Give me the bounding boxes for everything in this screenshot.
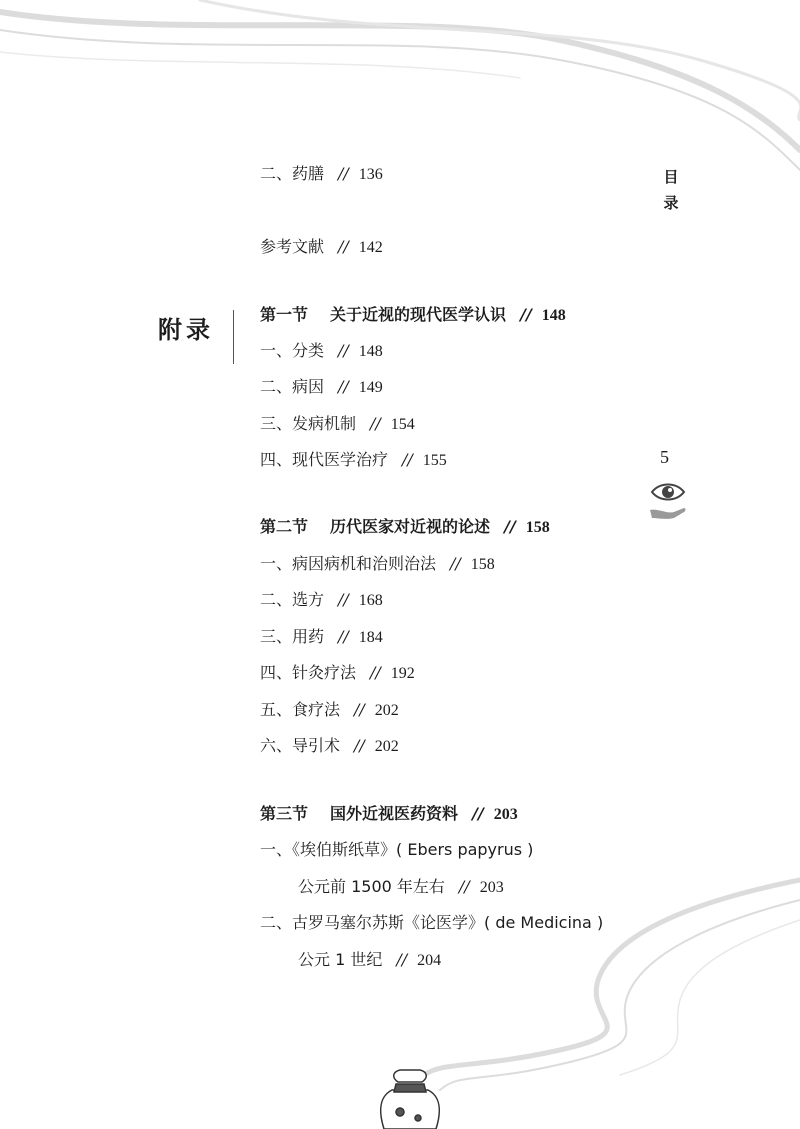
toc-entry-label: 五、食疗法 (260, 700, 341, 719)
toc-entry-page: 148 (358, 343, 383, 360)
toc-entry[interactable] (260, 736, 399, 757)
toc-entry-page: 202 (374, 702, 399, 719)
toc-entry-label: 三、用药 (260, 627, 325, 646)
toc-separator: // (450, 554, 461, 573)
toc-separator: // (338, 377, 349, 396)
toc-entry-label: 六、导引术 (260, 736, 341, 755)
section-title: 历代医家对近视的论述 (330, 517, 491, 536)
toc-entry-label: 三、发病机制 (260, 414, 357, 433)
side-title-char-1: 目 (663, 168, 679, 186)
section-title: 关于近视的现代医学认识 (330, 305, 507, 324)
section-number: 第二节 (260, 517, 309, 536)
toc-separator: // (504, 517, 516, 536)
toc-entry-label: 四、现代医学治疗 (260, 450, 389, 469)
toc-entry-subline[interactable] (298, 877, 504, 898)
toc-entry-page: 136 (358, 166, 383, 183)
toc-entry-label: 二、药膳 (260, 164, 325, 183)
vase-ornament (381, 1070, 440, 1129)
toc-separator: // (458, 877, 470, 896)
toc-separator: // (354, 736, 365, 755)
toc-entry-label: 二、古罗马塞尔苏斯《论医学》( de Medicina ) (260, 913, 604, 932)
eye-hand-icon (648, 478, 688, 522)
toc-entry[interactable] (260, 377, 383, 398)
toc-entry-page: 154 (390, 416, 415, 433)
toc-separator: // (370, 663, 381, 682)
toc-separator: // (520, 305, 532, 324)
section-page: 158 (525, 519, 550, 536)
toc-entry-page: 184 (358, 629, 383, 646)
toc-entry[interactable] (260, 164, 383, 185)
toc-separator: // (370, 414, 381, 433)
side-title-char-2: 录 (663, 194, 679, 212)
page-number: 5 (660, 447, 669, 467)
section-title: 国外近视医药资料 (330, 804, 459, 823)
toc-entry-label: 一、分类 (260, 341, 325, 360)
toc-entry[interactable] (260, 341, 383, 362)
toc-entry[interactable] (260, 627, 383, 648)
toc-entry-page: 168 (358, 592, 383, 609)
toc-separator: // (338, 341, 349, 360)
toc-entry[interactable] (260, 913, 603, 933)
toc-entry[interactable] (260, 450, 447, 471)
toc-entry-page: 202 (374, 738, 399, 755)
appendix-title: 附录 (158, 315, 214, 344)
toc-separator: // (402, 450, 413, 469)
section-heading[interactable] (260, 804, 518, 825)
toc-entry[interactable] (260, 663, 415, 684)
toc-entry-label: 一、《埃伯斯纸草》( Ebers papyrus ) (260, 840, 534, 859)
toc-entry-page: 158 (470, 556, 495, 573)
toc-entry-page: 204 (417, 952, 442, 969)
toc-entry[interactable] (260, 590, 383, 611)
toc-entry[interactable] (260, 237, 383, 258)
toc-separator: // (396, 950, 408, 969)
section-heading[interactable] (260, 305, 566, 326)
toc-entry-label: 四、针灸疗法 (260, 663, 357, 682)
toc-entry-page: 142 (358, 239, 383, 256)
toc-entry[interactable] (260, 700, 399, 721)
toc-entry-page: 203 (479, 879, 504, 896)
toc-entry-label: 二、选方 (260, 590, 325, 609)
toc-entry-label: 二、病因 (260, 377, 325, 396)
appendix-divider (233, 310, 234, 364)
toc-separator: // (338, 237, 349, 256)
toc-entry-label: 一、病因病机和治则治法 (260, 554, 437, 573)
toc-entry-page: 155 (422, 452, 447, 469)
toc-entry-label: 公元前 1500 年左右 (298, 877, 445, 896)
section-number: 第三节 (260, 804, 309, 823)
toc-entry-page: 149 (358, 379, 383, 396)
toc-separator: // (338, 164, 349, 183)
toc-entry[interactable] (260, 840, 533, 860)
section-number: 第一节 (260, 305, 309, 324)
section-page: 203 (493, 806, 518, 823)
toc-separator: // (338, 590, 349, 609)
section-heading[interactable] (260, 517, 550, 538)
toc-entry-subline[interactable] (298, 950, 441, 971)
toc-entry-label: 公元 1 世纪 (298, 950, 383, 969)
toc-separator: // (472, 804, 484, 823)
toc-separator: // (354, 700, 365, 719)
toc-entry[interactable] (260, 554, 495, 575)
side-title (660, 164, 682, 216)
toc-entry[interactable] (260, 414, 415, 435)
section-page: 148 (541, 307, 566, 324)
toc-entry-page: 192 (390, 665, 415, 682)
toc-separator: // (338, 627, 349, 646)
toc-entry-label: 参考文献 (260, 237, 325, 256)
